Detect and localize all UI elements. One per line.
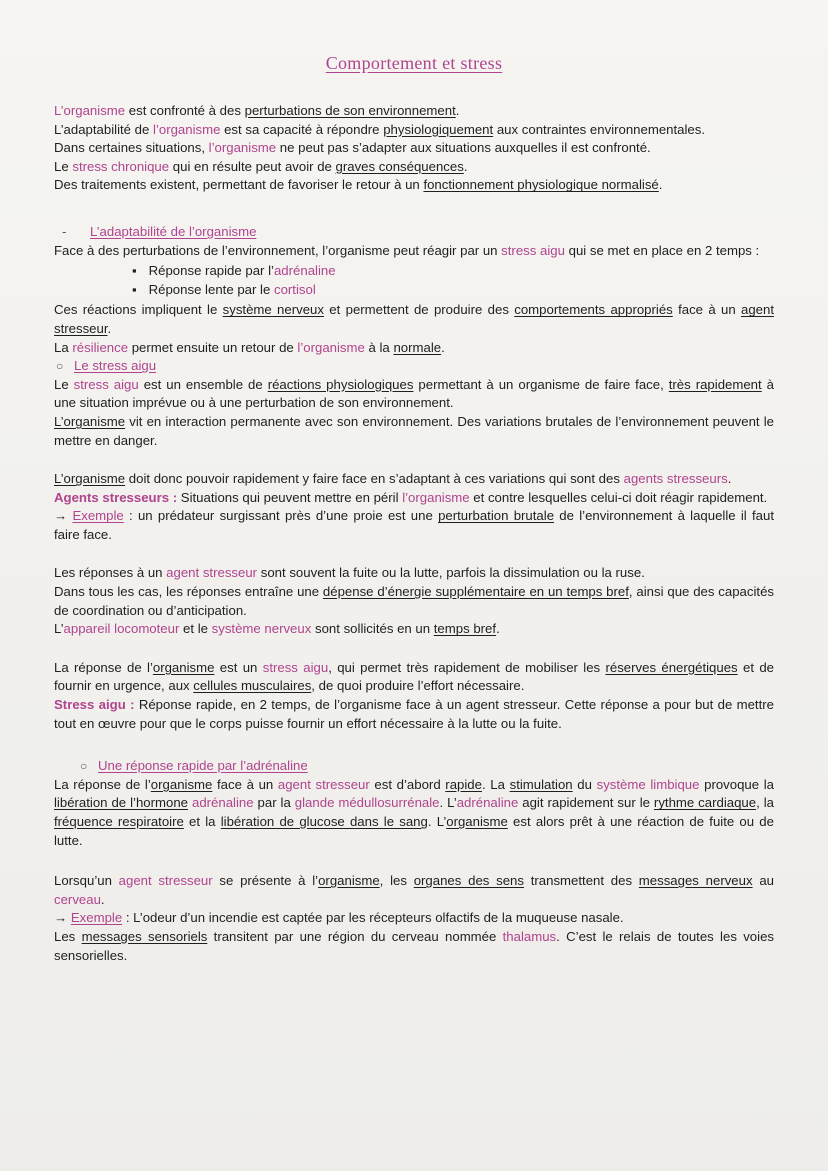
text-span: thalamus <box>502 928 557 944</box>
text-span: agent stresseur <box>277 776 370 792</box>
section3-paragraph-1 <box>54 776 774 850</box>
spacer <box>54 639 774 659</box>
intro-line-2 <box>54 121 774 140</box>
text-span: est d’abord <box>369 776 446 792</box>
section2-heading-row <box>54 357 774 376</box>
list-item <box>132 281 774 300</box>
section1-paragraph-1 <box>54 242 774 261</box>
text-span: : un prédateur surgissant près d’une proie est une <box>123 508 439 524</box>
intro-line-5 <box>54 176 774 195</box>
text-span: transitent par une région du cerveau nommée <box>207 928 503 944</box>
text-span: cellules musculaires <box>193 678 312 694</box>
text-span: permettant à un organisme de faire face, <box>413 376 669 392</box>
text-span: Exemple <box>70 910 123 926</box>
text-span: . <box>463 158 468 174</box>
text-span: de l’environnement à laquelle il faut faire face. <box>54 508 774 542</box>
text-span: réactions physiologiques <box>267 376 414 392</box>
text-span: glande médullosurrénale <box>294 795 440 811</box>
example-1 <box>54 507 774 544</box>
text-span: stress aigu <box>73 376 139 392</box>
text-span: L’ <box>54 621 64 637</box>
spacer <box>54 450 774 470</box>
text-span: sont souvent la fuite ou la lutte, parfois la dissimulation ou la ruse. <box>257 565 645 581</box>
text-span: libération de l’hormone <box>54 795 189 811</box>
text-span: qui se met en place en 2 temps : <box>564 242 760 258</box>
text-span: La réponse de l’ <box>54 659 153 675</box>
text-span: , ainsi que des capacités de coordination ou d’anticipation. <box>54 584 775 618</box>
text-span: . <box>727 471 732 487</box>
text-span: rythme cardiaque <box>653 795 757 811</box>
text-span: Des traitements existent, permettant de favoriser le retour à un <box>54 177 424 193</box>
text-span: . <box>107 320 112 336</box>
text-span: organes des sens <box>413 873 524 889</box>
text-span: . <box>455 103 460 118</box>
text-span: Le <box>54 158 73 174</box>
text-span: Agents stresseurs : <box>54 489 181 505</box>
text-span: face à un <box>212 776 278 792</box>
text-span: est alors prêt à une réaction de fuite ou de lutte. <box>54 814 774 848</box>
arrow-right-icon: → <box>54 508 73 524</box>
text-span: adrénaline <box>273 263 336 279</box>
text-span: messages sensoriels <box>81 928 208 944</box>
text-span: , qui permet très rapidement de mobiliser les <box>328 659 606 675</box>
text-span: très rapidement <box>668 376 762 392</box>
text-span: Situations qui peuvent mettre en péril <box>180 489 403 505</box>
text-span: organisme <box>152 659 215 675</box>
text-span: doit donc pouvoir rapidement y faire face en s’adaptant à ces variations qui sont des <box>125 471 624 487</box>
text-span: stimulation <box>509 776 573 792</box>
page-title: Comportement et stress <box>325 53 503 73</box>
text-span: et la <box>183 814 221 829</box>
section2-paragraph-9 <box>54 659 774 696</box>
text-span: l’organisme <box>208 140 277 156</box>
intro-line-1 <box>54 102 774 121</box>
text-span: . La <box>481 776 510 792</box>
text-span: dépense d’énergie supplémentaire en un temps bref <box>322 584 629 600</box>
example-2 <box>54 909 774 928</box>
text-span: fonctionnement physiologique normalisé <box>423 177 659 193</box>
text-span: Ces réactions impliquent le <box>54 302 223 318</box>
text-span: agit rapidement sur le <box>518 795 654 811</box>
text-span: résilience <box>72 339 129 355</box>
section2-paragraph-8 <box>54 620 774 639</box>
text-span: système nerveux <box>222 302 324 318</box>
text-span: L’organisme <box>54 103 126 118</box>
text-span: , de quoi produire l’effort nécessaire. <box>311 678 525 694</box>
text-span: Les réponses à un <box>54 565 167 581</box>
section1-paragraph-2 <box>54 301 774 338</box>
text-span: Dans certaines situations, <box>54 140 209 156</box>
section2-paragraph-3 <box>54 470 774 489</box>
text-span: Stress aigu : <box>54 697 139 713</box>
text-span: système limbique <box>596 776 700 792</box>
section1-paragraph-3 <box>54 339 774 358</box>
text-span: stress aigu <box>262 659 329 675</box>
text-span: temps bref <box>433 621 497 637</box>
text-span: libération de glucose dans le sang <box>220 814 428 829</box>
stress-aigu-definition <box>54 696 774 733</box>
arrow-right-icon: → <box>54 910 71 926</box>
section-heading: L’adaptabilité de l’organisme <box>90 223 257 239</box>
text-span: L’organisme <box>54 413 126 429</box>
text-span: vit en interaction permanente avec son environnement. Des variations brutales de l’environnement peuvent le mettre en danger. <box>54 413 774 448</box>
text-span: l’organisme <box>402 489 470 505</box>
text-span: au <box>752 873 774 889</box>
text-span: . <box>496 621 500 637</box>
circle-bullet-icon: ○ <box>56 359 64 374</box>
text-span: permet ensuite un retour de <box>128 339 298 355</box>
text-span: Face à des perturbations de l’environnement, l’organisme peut réagir par un <box>54 242 502 258</box>
spacer <box>54 733 774 757</box>
text-span: l’organisme <box>297 339 365 355</box>
text-span: à une situation imprévue ou à une perturbation de son environnement. <box>54 376 774 411</box>
section2-paragraph-6 <box>54 564 774 583</box>
text-span: organisme <box>318 873 380 889</box>
text-span: se présente à l’ <box>212 873 319 889</box>
text-span: l’organisme <box>153 121 221 137</box>
dash-bullet-icon: - <box>62 223 67 239</box>
agents-stresseurs-definition <box>54 489 774 508</box>
response-list <box>132 262 774 299</box>
text-span: transmettent des <box>523 873 639 889</box>
text-span: agent stresseur <box>118 873 213 889</box>
document-body <box>54 102 774 965</box>
text-span: Le <box>54 376 74 392</box>
text-span: du <box>572 776 597 792</box>
text-span: organisme <box>150 776 213 792</box>
text-span: , la <box>756 795 774 811</box>
subsection-heading: Une réponse rapide par l’adrénaline <box>98 758 308 774</box>
text-span: agent stresseur <box>166 565 258 581</box>
text-span: La réponse de l’ <box>54 776 151 792</box>
section3-paragraph-4 <box>54 928 774 965</box>
text-span: cerveau <box>54 891 101 907</box>
circle-bullet-icon: ○ <box>80 759 88 774</box>
text-span: agent stresseur <box>54 302 774 336</box>
text-span: qui en résulte peut avoir de <box>169 158 336 174</box>
text-span: perturbation brutale <box>438 508 555 524</box>
section2-paragraph-1 <box>54 376 774 413</box>
text-span: , les <box>379 873 414 889</box>
text-span: ne peut pas s’adapter aux situations auxquelles il est confronté. <box>276 140 651 156</box>
text-span: est un ensemble de <box>138 376 268 392</box>
section2-paragraph-7 <box>54 583 774 620</box>
text-span: adrénaline <box>456 795 519 811</box>
spacer <box>54 850 774 872</box>
text-span: fréquence respiratoire <box>54 814 184 829</box>
text-span: est confronté à des <box>125 103 245 118</box>
text-span: agents stresseurs <box>623 471 728 487</box>
section1-heading-row <box>54 223 774 242</box>
text-span: appareil locomoteur <box>63 621 180 637</box>
subsection-heading: Le stress aigu <box>74 358 157 374</box>
text-span: Exemple <box>72 508 124 524</box>
text-span: cortisol <box>273 281 316 297</box>
intro-line-4 <box>54 158 774 177</box>
text-span: Réponse lente par le <box>148 281 274 297</box>
text-span: . L’ <box>427 814 447 829</box>
text-span: L’adaptabilité de <box>54 121 153 137</box>
text-span: et permettent de produire des <box>323 302 515 318</box>
text-span: . <box>658 177 663 193</box>
text-span: Dans tous les cas, les réponses entraîne une <box>54 584 323 600</box>
text-span: face à un <box>672 302 741 318</box>
text-span: organisme <box>446 814 508 829</box>
spacer <box>54 544 774 564</box>
text-span: graves conséquences <box>335 158 464 174</box>
text-span: stress aigu <box>501 242 565 258</box>
text-span: stress chronique <box>72 158 170 174</box>
text-span: à la <box>364 339 394 355</box>
text-span: sont sollicités en un <box>311 621 434 637</box>
text-span: provoque la <box>699 776 775 792</box>
text-span: par la <box>253 795 295 811</box>
text-span: . <box>441 339 445 355</box>
text-span: rapide <box>445 776 482 792</box>
text-span: physiologiquement <box>383 121 494 137</box>
section3-paragraph-2 <box>54 872 774 909</box>
text-span: Réponse rapide par l’ <box>148 263 274 279</box>
text-span: comportements appropriés <box>514 302 673 318</box>
text-span: réserves énergétiques <box>605 659 738 675</box>
text-span: . <box>100 891 105 907</box>
intro-line-3 <box>54 139 774 158</box>
text-span: et le <box>179 621 212 637</box>
list-item <box>132 262 774 281</box>
text-span: et de fournir en urgence, aux <box>54 659 774 694</box>
text-span: est sa capacité à répondre <box>220 121 384 137</box>
text-span: Lorsqu’un <box>54 873 119 889</box>
text-span: . L’ <box>439 795 457 811</box>
text-span: perturbations de son environnement <box>244 103 456 118</box>
text-span: normale <box>393 339 442 355</box>
text-span: messages nerveux <box>638 873 753 889</box>
text-span: L’organisme <box>54 471 126 487</box>
section2-paragraph-2 <box>54 413 774 450</box>
text-span: Les <box>54 928 82 944</box>
text-span: système nerveux <box>211 621 312 637</box>
text-span: est un <box>214 659 263 675</box>
text-span: et contre lesquelles celui-ci doit réagir rapidement. <box>469 489 768 505</box>
text-span: adrénaline <box>191 795 254 811</box>
text-span: : L’odeur d’un incendie est captée par les récepteurs olfactifs de la muqueuse nasale. <box>122 910 624 926</box>
section3-heading-row <box>54 757 774 776</box>
spacer <box>54 195 774 223</box>
text-span: Réponse rapide, en 2 temps, de l’organisme face à un agent stresseur. Cette réponse a pour but de mettre tout en œuvre pour que le corps puisse fournir un effort nécessaire à la lutte ou la fuite. <box>54 697 774 731</box>
text-span: . C’est le relais de toutes les voies sensorielles. <box>54 928 774 963</box>
text-span: La <box>54 339 73 355</box>
text-span: aux contraintes environnementales. <box>493 121 706 137</box>
